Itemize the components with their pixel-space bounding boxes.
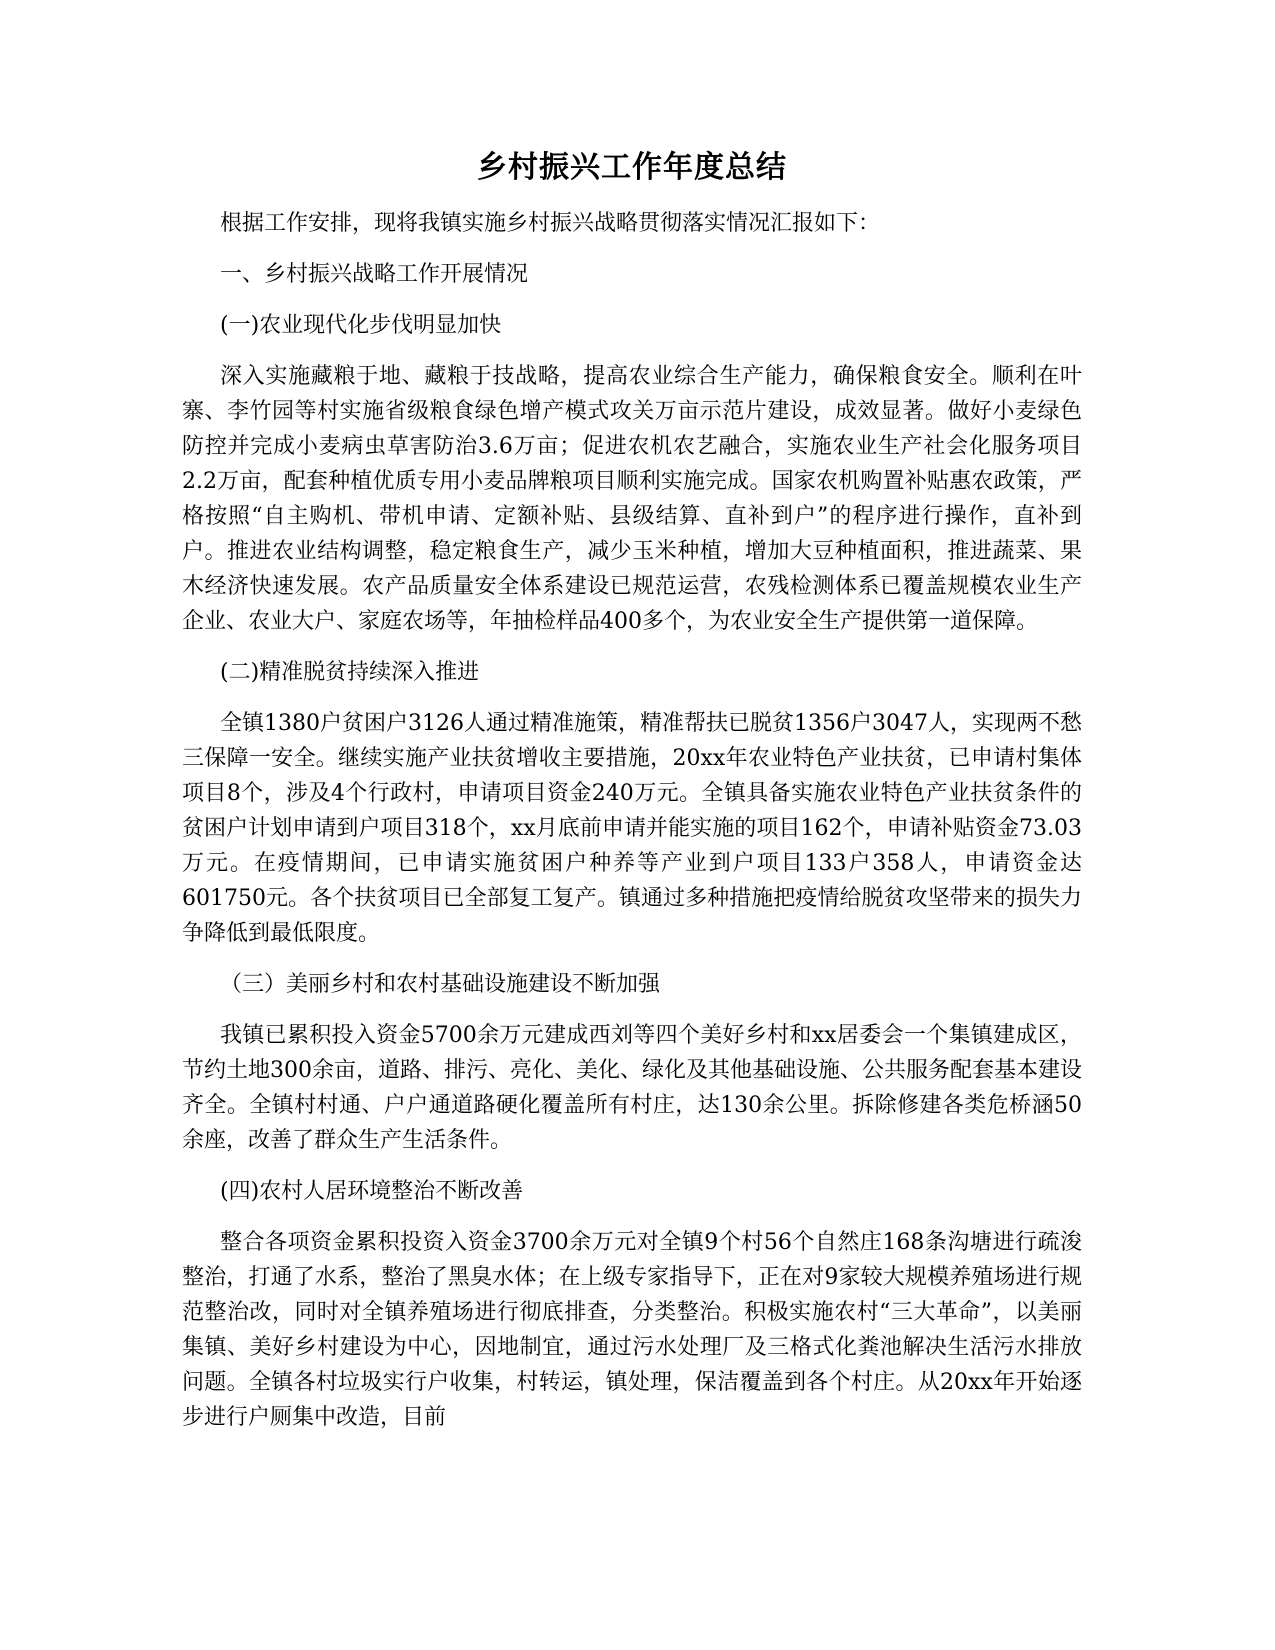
paragraph-agriculture: 深入实施藏粮于地、藏粮于技战略，提高农业综合生产能力，确保粮食安全。顺利在叶寨、李竹园等村实施省级粮食绿色增产模式攻关万亩示范片建设，成效显著。做好小麦绿色防控并完成小麦病虫草害防治3.6万亩；促进农机农艺融合，实施农业生产社会化服务项目2.2万亩，配套种植优质专用小麦品牌粮项目顺利实施完成。国家农机购置补贴惠农政策，严格按照“自主购机、带机申请、定额补贴、县级结算、直补到户”的程序进行操作，直补到户。推进农业结构调整，稳定粮食生产，减少玉米种植，增加大豆种植面积，推进蔬菜、果木经济快速发展。农产品质量安全体系建设已规范运营，农残检测体系已覆盖规模农业生产企业、农业大户、家庭农场等，年抽检样品400多个，为农业安全生产提供第一道保障。 [182,364,1082,634]
subsection-heading-4: (四)农村人居环境整治不断改善 [220,1179,524,1204]
paragraph-infrastructure: 我镇已累积投入资金5700余万元建成西刘等四个美好乡村和xx居委会一个集镇建成区，节约土地300余亩，道路、排污、亮化、美化、绿化及其他基础设施、公共服务配套基本建设齐全。全镇村村通、户户通道路硬化覆盖所有村庄，达130余公里。拆除修建各类危桥涵50余座，改善了群众生产生活条件。 [182,1023,1082,1153]
subsection-heading-1: (一)农业现代化步伐明显加快 [220,313,502,338]
subsection-heading-3: （三）美丽乡村和农村基础设施建设不断加强 [220,972,661,997]
document-title: 乡村振兴工作年度总结 [477,150,787,185]
intro-paragraph: 根据工作安排，现将我镇实施乡村振兴战略贯彻落实情况汇报如下： [220,211,881,236]
subsection-heading-2: (二)精准脱贫持续深入推进 [220,660,480,685]
section-heading-1: 一、乡村振兴战略工作开展情况 [220,262,529,287]
paragraph-poverty: 全镇1380户贫困户3126人通过精准施策，精准帮扶已脱贫1356户3047人，实现两不愁三保障一安全。继续实施产业扶贫增收主要措施，20xx年农业特色产业扶贫，已申请村集体项目8个，涉及4个行政村，申请项目资金240万元。全镇具备实施农业特色产业扶贫条件的贫困户计划申请到户项目318个，xx月底前申请并能实施的项目162个，申请补贴资金73.03万元。在疫情期间，已申请实施贫困户种养等产业到户项目133户358人，申请资金达601750元。各个扶贫项目已全部复工复产。镇通过多种措施把疫情给脱贫攻坚带来的损失力争降低到最低限度。 [182,711,1082,946]
document-page [182,138,1082,1451]
paragraph-environment: 整合各项资金累积投资入资金3700余万元对全镇9个村56个自然庄168条沟塘进行疏浚整治，打通了水系，整治了黑臭水体；在上级专家指导下，正在对9家较大规模养殖场进行规范整治改，同时对全镇养殖场进行彻底排查，分类整治。积极实施农村“三大革命”，以美丽集镇、美好乡村建设为中心，因地制宜，通过污水处理厂及三格式化粪池解决生活污水排放问题。全镇各村垃圾实行户收集，村转运，镇处理，保洁覆盖到各个村庄。从20xx年开始逐步进行户厕集中改造，目前 [182,1230,1082,1430]
